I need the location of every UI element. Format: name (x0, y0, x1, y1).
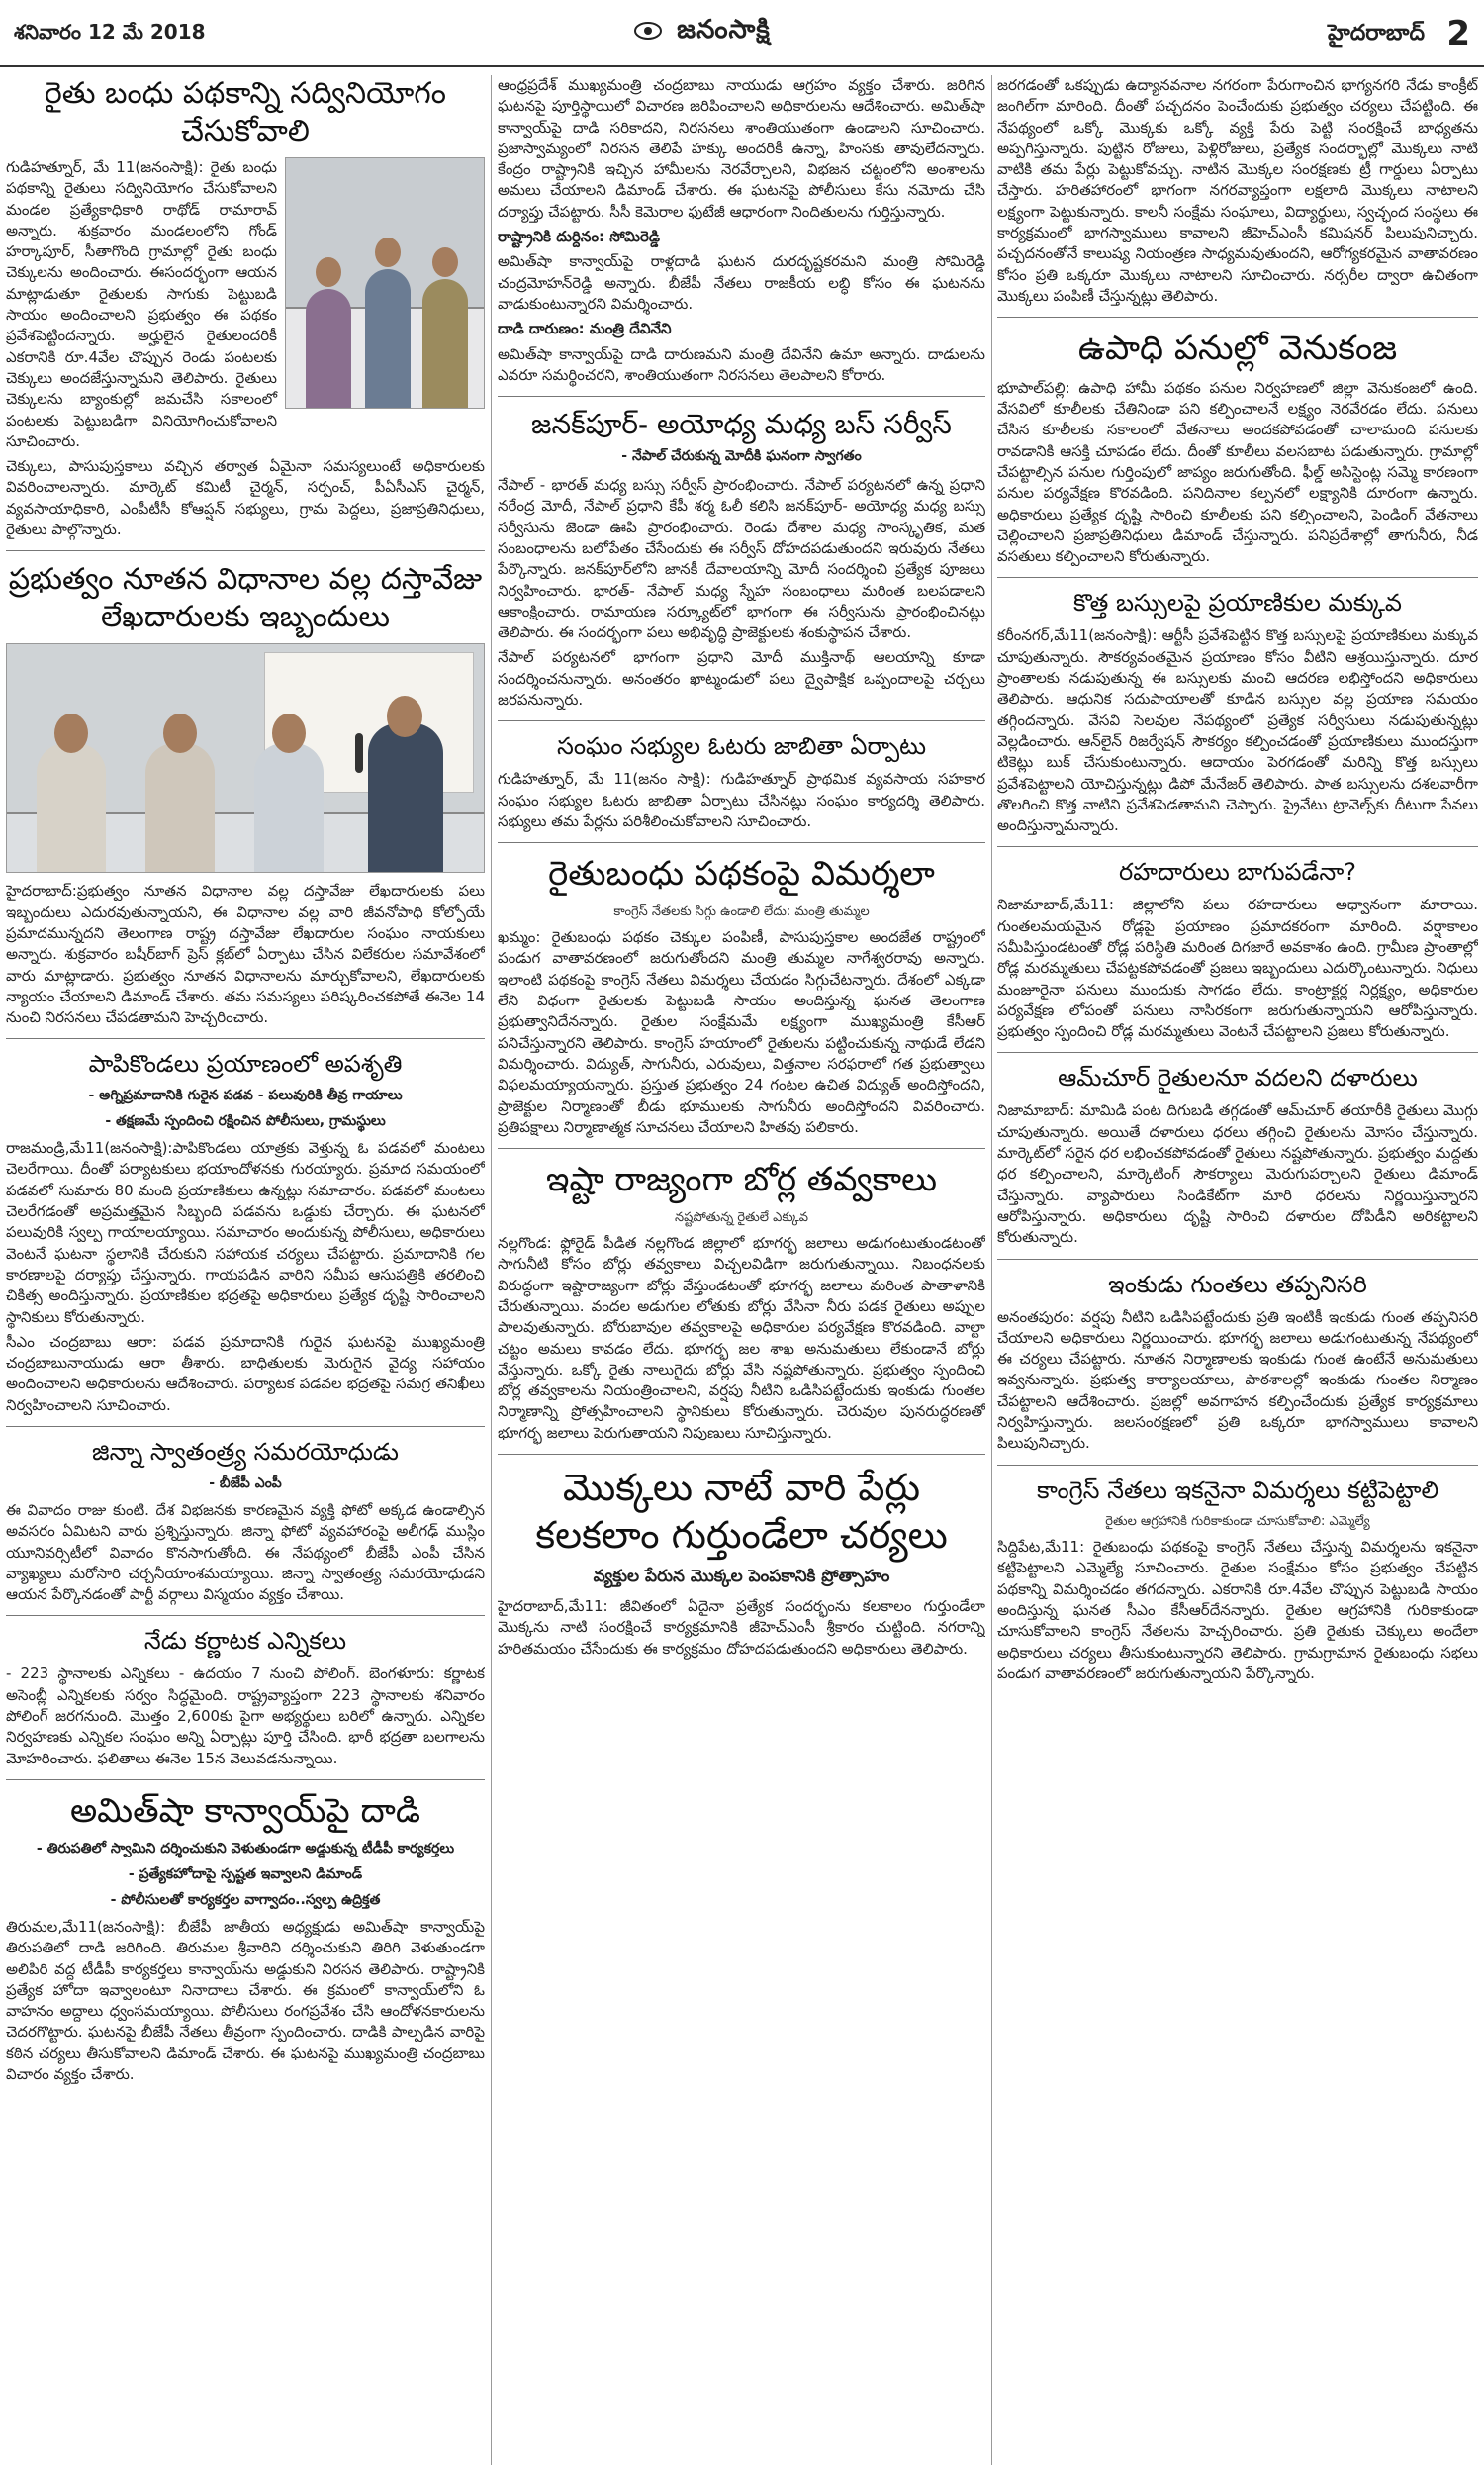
article-amit-shah-continued (498, 75, 985, 386)
body-text: నేపాల్ పర్యటనలో భాగంగా ప్రధాని మోదీ ముక్తినాథ్ ఆలయాన్ని కూడా సందర్శించనున్నారు. అనంతరం ఖాట్మండులో పలు ద్వైపాక్షిక ఒప్పందాలపై చర్చలు జరపనున్నారు. (498, 648, 985, 709)
subheadline: - అగ్నిప్రమాదానికి గురైన పడవ - పలువురికి తీవ్ర గాయాలు (88, 1088, 403, 1104)
photo-cheque-distribution (285, 157, 485, 409)
body-text: కరీంనగర్,మే11(జ‌నంసాక్షి): ఆర్టీసీ ప్రవేశపెట్టిన కొత్త బస్సులపై ప్రయాణికులు మక్కువ చూపుతున్నారు. సౌకర్యవంతమైన ప్రయాణం కోసం వీటిని ఆశ్రయిస్తున్నారు. దూర ప్రాంతాలకు నడుపుతున్న ఈ బస్సులకు మంచి ఆదరణ లభిస్తోందని అధికారులు తెలిపారు. ఆధునిక సదుపాయాలతో కూడిన బస్సుల వల్ల ప్రయాణ సమయం తగ్గిందన్నారు. వేసవి సెలవుల నేపథ్యంలో ప్రత్యేక సర్వీసులు నడుపుతున్నట్లు వెల్లడించారు. ఆన్‌లైన్ రిజర్వేషన్ సౌకర్యం కల్పించడంతో ప్రయాణికులు ముందస్తుగా టికెట్లు బుక్ చేసుకుంటున్నారు. ఆదాయం పెరగడంతో మరిన్ని కొత్త బస్సులు ప్రవేశపెట్టాలని యోచిస్తున్నట్లు డిపో మేనేజర్ తెలిపారు. పాత బస్సులను దశలవారీగా తొలగించి కొత్త వాటిని ప్రవేశపెడతామని చెప్పారు. ప్రైవేటు ట్రావెల్స్‌కు దీటుగా సేవలు అందిస్తున్నామన్నారు. (997, 626, 1478, 835)
article-amchur-farmers (997, 1063, 1478, 1248)
subheadline: - ప్రత్యేకహోదాపై స్పష్టత ఇవ్వాలని డిమాండ్ (128, 1866, 363, 1883)
article-amit-shah-convoy (6, 1790, 485, 2086)
subheadline: రైతుల ఆగ్రహానికి గురికాకుండా చూసుకోవాలి: ఎమ్మెల్యే (1105, 1513, 1370, 1529)
paper-logo (633, 12, 771, 48)
headline: ఇష్టా రాజ్యంగా బోర్ల తవ్వకాలు (546, 1160, 937, 1200)
headline: కాంగ్రెస్ నేతలు ఇకనైనా విమర్శలు కట్టిపెట్టాలి (1036, 1475, 1439, 1504)
subheadline: - తక్షణమే స్పందించి రక్షించిన పోలీసులు, గ్రామస్థులు (105, 1113, 386, 1130)
body-text: నల్లగొండ: ఫ్లోరైడ్ పీడిత నల్లగొండ జిల్లాలో భూగర్భ జలాలు అడుగంటుతుండటంతో సాగునీటి కోసం బోర్లు తవ్వకాలు విచ్చలవిడిగా జరుగుతున్నాయి. నిబంధనలకు విరుద్ధంగా ఇష్టారాజ్యంగా బోర్లు వేస్తుండటంతో భూగర్భ జలాలు మరింత పాతాళానికి చేరుతున్నాయి. వందల అడుగుల లోతుకు బోర్లు వేసినా నీరు పడక రైతులు అప్పుల పాలవుతున్నారు. బోరుబావుల తవ్వకాలపై అధికారుల పర్యవేక్షణ కొరవడింది. వాల్టా చట్టం అమలు కావడం లేదు. భూగర్భ జల శాఖ అనుమతులు లేకుండానే బోర్లు వేస్తున్నారు. ఒక్కో రైతు నాలుగైదు బోర్లు వేసి నష్టపోతున్నారు. ప్రభుత్వం స్పందించి బోర్ల తవ్వకాలను నియంత్రించాలని, వర్షపు నీటిని ఒడిసిపట్టేందుకు ఇంకుడు గుంతల నిర్మాణాన్ని ప్రోత్సహించాలని స్థానికులు కోరుతున్నారు. చెరువుల పునరుద్ధరణతో భూగర్భ జలాలు పెరుగుతాయని నిపుణులు సూచిస్తున్నారు. (498, 1234, 985, 1442)
article-rythu-bandhu-criticism (498, 853, 985, 1138)
headline: ఇంకుడు గుంతలు తప్పనిసరి (1108, 1270, 1367, 1298)
body-text: సిద్దిపేట,మే11: రైతుబంధు పథకంపై కాంగ్రెస్ నేతలు చేస్తున్న విమర్శలను ఇకనైనా కట్టిపెట్టాలని ఎమ్మెల్యే సూచించారు. రైతుల సంక్షేమం కోసం ప్రభుత్వం చేపట్టిన పథకాన్ని విమర్శించడం తగదన్నారు. ఎకరానికి రూ.4వేల చొప్పున పెట్టుబడి సాయం అందిస్తున్న ఘనత సీఎం కేసీఆర్‌దేనన్నారు. రైతుల ఆగ్రహానికి గురికాకుండా చూసుకోవాలని కాంగ్రెస్ నేతలను హెచ్చరించారు. ప్రతి రైతుకు చెక్కులు అందేలా అధికారులు చర్యలు తీసుకుంటున్నారని తెలిపారు. గ్రామగ్రామాన రైతుబంధు సభలు పండుగ వాతావరణంలో జరుగుతున్నాయని పేర్కొన్నారు. (997, 1538, 1478, 1682)
page-number: 2 (1446, 14, 1470, 53)
subheadline: నష్టపోతున్న రైతులే ఎక్కువ (675, 1209, 808, 1225)
headline: ఉపాధి పనుల్లో వెనుకంజ (1077, 329, 1398, 369)
eye-logo-icon (633, 18, 663, 44)
article-karnataka-elections (6, 1626, 485, 1768)
body-text: గుడిహత్నూర్, మే 11(జనం సాక్షి): గుడిహత్నూర్ ప్రాథమిక వ్యవసాయ సహకార సంఘం సభ్యుల ఓటరు జాబితా ఏర్పాటు చేసినట్లు సంఘం కార్యదర్శి తెలిపారు. సభ్యులు తమ పేర్లను పరిశీలించుకోవాలని సూచించారు. (498, 770, 985, 830)
headline: సంఘం సభ్యుల ఓటరు జాబితా ఏర్పాటు (556, 732, 927, 761)
body-text: గుడిహత్నూర్, మే 11(జనంసాక్షి): రైతు బంధు పథకాన్ని రైతులు సద్వినియోగం చేసుకోవాలని మండల ప్రత్యేకాధికారి రాథోడ్ రామారావ్ అన్నారు. శుక్రవారం మండలంలోని గోండ్ హర్కాపూర్, సీతాగొంది గ్రామాల్లో రైతు బంధు చెక్కులను అందించారు. ఈసందర్భంగా ఆయన మాట్లాడుతూ రైతులకు సాగుకు పెట్టుబడి సాయం అందించాలని ప్రభుత్వం ఈ పథకం ప్రవేశపెట్టిందన్నారు. అర్హులైన రైతులందరికీ ఎకరానికి రూ.4వేల చొప్పున రెండు పంటలకు చెక్కులు అందజేస్తున్నామని తెలిపారు. రైతులు చెక్కులను బ్యాంకుల్లో జమచేసి సకాలంలో పంటలకు పెట్టుబడిగా వినియోగించుకోవాలని సూచించారు. (6, 158, 277, 450)
article-borewells (498, 1159, 985, 1444)
body-text: - 223 స్థానాలకు ఎన్నికలు - ఉదయం 7 నుంచి పోలింగ్. బెంగళూరు: కర్ణాటక అసెంబ్లీ ఎన్నికలకు సర్వం సిద్ధమైంది. రాష్ట్రవ్యాప్తంగా 223 స్థానాలకు శనివారం పోలింగ్ జరగనుంది. మొత్తం 2,600కు పైగా అభ్యర్థులు బరిలో ఉన్నారు. ఎన్నికల నిర్వహణకు ఎన్నికల సంఘం అన్ని ఏర్పాట్లు పూర్తి చేసింది. భారీ భద్రతా బలగాలను మోహరించారు. ఫలితాలు ఈనెల 15న వెలువడనున్నాయి. (6, 1665, 485, 1767)
headline: రహదారులు బాగుపడేనా? (1119, 858, 1356, 887)
body-text: తిరుమల,మే11(జనంసాక్షి): బీజేపీ జాతీయ అధ్యక్షుడు అమిత్‌షా కాన్వాయ్‌పై తిరుపతిలో దాడి జరిగింది. తిరుమల శ్రీవారిని దర్శించుకుని తిరిగి వెళుతుండగా అలిపిరి వద్ద టీడీపీ కార్యకర్తలు కాన్వాయ్‌ను అడ్డుకుని నిరసన తెలిపారు. రాష్ట్రానికి ప్రత్యేక హోదా ఇవ్వాలంటూ నినాదాలు చేశారు. ఈ క్రమంలో కాన్వాయ్‌లోని ఓ వాహనం అద్దాలు ధ్వంసమయ్యాయి. పోలీసులు రంగప్రవేశం చేసి ఆందోళనకారులను చెదరగొట్టారు. ఘటనపై బీజేపీ నేతలు తీవ్రంగా స్పందించారు. దాడికి పాల్పడిన వారిపై కఠిన చర్యలు తీసుకోవాలని డిమాండ్ చేశారు. ఈ ఘటనపై ముఖ్యమంత్రి చంద్రబాబు విచారం వ్యక్తం చేశారు. (6, 1918, 485, 2084)
headline: ప్రభుత్వం నూతన విధానాల వల్ల దస్తావేజు లేఖదారులకు ఇబ్బందులు (8, 562, 483, 634)
headline: పాపికొండలు ప్రయాణంలో అపశృతి (88, 1050, 403, 1079)
body-text: నేపాల్ - భారత్ మధ్య బస్సు సర్వీస్ ప్రారంభించారు. నేపాల్ పర్యటనలో ఉన్న ప్రధాని నరేంద్ర మోదీ, నేపాల్ ప్రధాని కేపీ శర్మ ఓలీ కలిసి జనక్‌పూర్- అయోధ్య మధ్య బస్సు సర్వీసును జెండా ఊపి ప్రారంభించారు. రెండు దేశాల మధ్య సాంస్కృతిక, మత సంబంధాలను బలోపేతం చేసేందుకు ఈ సర్వీస్ దోహదపడుతుందని ఇరువురు నేతలు పేర్కొన్నారు. జనక్‌పూర్‌లోని జానకీ దేవాలయాన్ని మోదీ సందర్శించి ప్రత్యేక పూజలు నిర్వహించారు. భారత్- నేపాల్ మధ్య స్నేహ సంబంధాలు మరింత బలపడాలని ఆకాంక్షించారు. రామాయణ సర్క్యూట్‌లో భాగంగా ఈ సర్వీసును ప్రారంభించినట్లు తెలిపారు. ఈ సందర్భంగా పలు అభివృద్ధి ప్రాజెక్టులకు శంకుస్థాపన చేశారు. (498, 476, 985, 642)
headline: ఆమ్‌చూర్ రైతులనూ వదలని దళారులు (1058, 1064, 1418, 1093)
article-plants-continued (997, 75, 1478, 307)
body-text: రాజమండ్రి,మే11(జనంసాక్షి):పాపికొండలు యాత్రకు వెళ్తున్న ఓ పడవలో మంటలు చెలరేగాయి. దీంతో పర్యాటకులు భయాందోళనకు గురయ్యారు. ప్రమాద సమయంలో పడవలో సుమారు 80 మంది ప్రయాణికులు ఉన్నట్లు సమాచారం. పడవలో మంటలు చెలరేగడంతో అప్రమత్తమైన సిబ్బంది పడవను ఒడ్డుకు చేర్చారు. ఈ ఘటనలో పలువురికి స్వల్ప గాయాలయ్యాయి. సమాచారం అందుకున్న పోలీసులు, అధికారులు వెంటనే ఘటనా స్థలానికి చేరుకుని సహాయక చర్యలు చేపట్టారు. ప్రమాదానికి గల కారణాలపై దర్యాప్తు చేస్తున్నారు. గాయపడిన వారిని సమీప ఆసుపత్రికి తరలించి చికిత్స అందిస్తున్నారు. ప్రయాణికుల భద్రతపై అధికారులు ప్రత్యేక దృష్టి సారించాలని స్థానికులు కోరుతున్నారు. (6, 1139, 485, 1326)
article-plant-names (498, 1465, 985, 1660)
subheadline: - పోలీసులతో కార్యకర్తల వాగ్వాదం..స్వల్ప ఉద్రిక్తత (110, 1892, 381, 1909)
article-rythu-bandhu (6, 75, 485, 540)
body-text: ఖమ్మం: రైతుబంధు పథకం చెక్కుల పంపిణీ, పాసుపుస్తకాల అందజేత రాష్ట్రంలో పండుగ వాతావరణంలో జరుగుతోందని మంత్రి తుమ్మల నాగేశ్వరరావు అన్నారు. ఇలాంటి పథకంపై కాంగ్రెస్ నేతలు విమర్శలు చేయడం సిగ్గుచేటన్నారు. దేశంలో ఎక్కడా లేని విధంగా రైతులకు పెట్టుబడి సాయం అందిస్తున్న ఘనత తెలంగాణ ప్రభుత్వానిదేనన్నారు. రైతుల సంక్షేమమే లక్ష్యంగా ముఖ్యమంత్రి కేసీఆర్ పనిచేస్తున్నారని తెలిపారు. కాంగ్రెస్ హయాంలో రైతులను పట్టించుకున్న నాథుడే లేడని విమర్శించారు. విద్యుత్, సాగునీరు, ఎరువులు, విత్తనాల సరఫరాలో గత ప్రభుత్వాలు విఫలమయ్యాయన్నారు. ప్రస్తుత ప్రభుత్వం 24 గంటల ఉచిత విద్యుత్ అందిస్తోందని, ప్రాజెక్టుల నిర్మాణంతో బీడు భూములకు సాగునీరు అందిస్తోందని వివరించారు. ప్రతిపక్షాలు నిర్మాణాత్మక సూచనలు చేయాలని హితవు పలికారు. (498, 928, 985, 1136)
body-text: అనంతపురం: వర్షపు నీటిని ఒడిసిపట్టేందుకు ప్రతి ఇంటికీ ఇంకుడు గుంత తప్పనిసరి చేయాలని అధికారులు నిర్ణయించారు. భూగర్భ జలాలు అడుగంటుతున్న నేపథ్యంలో ఈ చర్యలు చేపట్టారు. నూతన నిర్మాణాలకు ఇంకుడు గుంత ఉంటేనే అనుమతులు ఇవ్వనున్నారు. ప్రభుత్వ కార్యాలయాలు, పాఠశాలల్లో ఇంకుడు గుంతల నిర్మాణం చేపట్టాలని ఆదేశించారు. ప్రజల్లో అవగాహన కల్పించేందుకు ప్రత్యేక కార్యక్రమాలు నిర్వహిస్తున్నారు. జలసంరక్షణలో ప్రతి ఒక్కరూ భాగస్వాములు కావాలని పిలుపునిచ్చారు. (997, 1307, 1478, 1453)
body-text: అమిత్‌షా కాన్వాయ్‌పై దాడి దారుణమని మంత్రి దేవినేని ఉమా అన్నారు. దాడులను ఎవరూ సమర్థించరని, శాంతియుతంగా నిరసనలు తెలపాలని కోరారు. (498, 344, 985, 384)
headline: అమిత్‌షా కాన్వాయ్‌పై దాడి (69, 1790, 421, 1831)
paper-name: జనంసాక్షి (677, 15, 771, 45)
article-boat-accident (6, 1049, 485, 1416)
issue-date: శనివారం 12 మే 2018 (14, 20, 206, 44)
body-text: ఆంధ్రప్రదేశ్ ముఖ్యమంత్రి చంద్రబాబు నాయుడు ఆగ్రహం వ్యక్తం చేశారు. జరిగిన ఘటనపై పూర్తిస్థాయిలో విచారణ జరిపించాలని అధికారులను ఆదేశించారు. అమిత్‌షా కాన్వాయ్‌పై దాడి సరికాదని, నిరసనలు శాంతియుతంగా ఉండాలని సూచించారు. ప్రజాస్వామ్యంలో నిరసన తెలిపే హక్కు అందరికీ ఉన్నా, హింసకు తావులేదన్నారు. కేంద్రం రాష్ట్రానికి ఇచ్చిన హామీలను నెరవేర్చాలని, విభజన చట్టంలోని అంశాలను అమలు చేయాలని డిమాండ్ చేశారు. ఈ ఘటనపై పోలీసులు కేసు నమోదు చేసి దర్యాప్తు చేపట్టారు. సీసీ కెమెరాల ఫుటేజీ ఆధారంగా నిందితులను గుర్తిస్తున్నారు. (498, 76, 985, 221)
body-text: హైదరాబాద్:ప్రభుత్వం నూతన విధానాల వల్ల దస్తావేజు లేఖదారులకు పలు ఇబ్బందులు ఎదురవుతున్నాయని, ఈ విధానాల వల్ల వారి జీవనోపాధి కోల్పోయే ప్రమాదమున్నదని తెలంగాణ రాష్ట్ర దస్తావేజు లేఖదారుల సంఘం నాయకులు అన్నారు. శుక్రవారం బషీర్‌బాగ్ ప్రెస్ క్లబ్‌లో ఏర్పాటు చేసిన విలేకరుల సమావేశంలో వారు మాట్లాడారు. ప్రభుత్వం నూతన విధానాలను మార్చుకోవాలని, లేఖదారులకు న్యాయం చేయాలని డిమాండ్ చేశారు. తమ సమస్యలు పరిష్కరించకపోతే ఈనెల 14 నుంచి నిరసనలు చేపడతామని హెచ్చరించారు. (6, 882, 485, 1027)
headline: నేడు కర్ణాటక ఎన్నికలు (143, 1627, 347, 1656)
headline: రైతుబంధు పథకంపై విమర్శలా (548, 854, 935, 895)
subheadline: కాంగ్రెస్ నేతలకు సిగ్గు ఉండాలి లేదు: మంత్రి తుమ్మల (613, 904, 870, 919)
body-text: చెక్కులు, పాసుపుస్తకాలు వచ్చిన తర్వాత ఏమైనా సమస్యలుంటే అధికారులకు వివరించాలన్నారు. మార్కెట్ కమిటీ చైర్మన్, సర్పంచ్, పీఏసీఎస్ చైర్మన్, వ్యవసాయాధికారి, ఎంపీటీసీ కోఆప్షన్ సభ్యులు, గ్రామ పెద్దలు, ప్రజాప్రతినిధులు, రైతులు పాల్గొన్నారు. (6, 457, 485, 539)
article-voter-list (498, 731, 985, 832)
body-text: ఈ వివాదం రాజు కుంటి. దేశ విభజనకు కారణమైన వ్యక్తి ఫోటో అక్కడ ఉండాల్సిన అవసరం ఏమిటని వారు ప్రశ్నిస్తున్నారు. జిన్నా ఫోటో వ్యవహారంపై అలీగఢ్ ముస్లిం యూనివర్సిటీలో వివాదం కొనసాగుతోంది. ఈ నేపథ్యంలో బీజేపీ ఎంపీ చేసిన వ్యాఖ్యలు మరోసారి చర్చనీయాంశమయ్యాయి. జిన్నా స్వాతంత్ర్య సమరయోధుడని ఆయన పేర్కొనడంతో పార్టీ వర్గాలు విస్మయం వ్యక్తం చేశాయి. (6, 1500, 485, 1604)
body-text: భూపాల్‌పల్లి: ఉపాధి హామీ పథకం పనుల నిర్వహణలో జిల్లా వెనుకంజలో ఉంది. వేసవిలో కూలీలకు చేతినిండా పని కల్పించాలనే లక్ష్యం నెరవేరడం లేదు. పనులు చేసిన కూలీలకు సకాలంలో వేతనాలు అందకపోవడంతో చాలామంది పనులకు రావడానికి ఆసక్తి చూపడం లేదు. దీంతో కూలీలు వలసబాట పడుతున్నారు. గ్రామాల్లో చేపట్టాల్సిన పనుల గుర్తింపులో జాప్యం జరుగుతోంది. ఫీల్డ్ అసిస్టెంట్ల సమ్మె కారణంగా పనుల పర్యవేక్షణ కొరవడింది. పనిదినాల కల్పనలో లక్ష్యానికి దూరంగా ఉన్నారు. అధికారులు ప్రత్యేక దృష్టి సారించి కూలీలకు పని కల్పించాలని, పెండింగ్ వేతనాలు చెల్లించాలని ప్రజాప్రతినిధులు డిమాండ్ చేస్తున్నారు. పనిప్రదేశాల్లో తాగునీరు, నీడ వసతులు కల్పించాలని కోరుతున్నారు. (997, 378, 1478, 566)
column-1 (6, 75, 485, 2465)
headline: రైతు బంధు పథకాన్ని సద్వినియోగం చేసుకోవాలి (44, 76, 446, 148)
column-3 (997, 75, 1478, 2465)
body-text: నిజామాబాద్: మామిడి పంట దిగుబడి తగ్గడంతో ఆమ్‌చూర్ తయారీకి రైతులు మొగ్గు చూపుతున్నారు. అయితే దళారులు ధరలు తగ్గించి రైతులను మోసం చేస్తున్నారు. మార్కెట్‌లో సరైన ధర లభించకపోవడంతో రైతులు నష్టపోతున్నారు. ప్రభుత్వం మద్దతు ధర కల్పించాలని, మార్కెటింగ్ సౌకర్యాలు మెరుగుపర్చాలని రైతులు డిమాండ్ చేస్తున్నారు. వ్యాపారులు సిండికేట్‌గా మారి ధరలను నిర్ణయిస్తున్నారని ఆరోపిస్తున్నారు. అధికారులు దృష్టి సారించి దళారుల దోపిడీని అరికట్టాలని కోరుతున్నారు. (997, 1101, 1478, 1247)
subheadline: వ్యక్తుల పేరున మొక్కల పెంపకానికి ప్రోత్సాహం (593, 1567, 890, 1587)
article-soak-pits (997, 1270, 1478, 1455)
headline: జిన్నా స్వాతంత్ర్య సమరయోధుడు (92, 1438, 399, 1467)
body-text: నిజామాబాద్,మే11: జిల్లాలోని పలు రహదారులు అధ్వానంగా మారాయి. గుంతలమయమైన రోడ్లపై ప్రయాణం ప్రమాదకరంగా మారింది. వర్షాకాలం సమీపిస్తుండటంతో రోడ్ల పరిస్థితి మరింత దిగజారే అవకాశం ఉంది. గ్రామీణ ప్రాంతాల్లో రోడ్ల మరమ్మతులు చేపట్టకపోవడంతో ప్రజలు ఇబ్బందులు ఎదుర్కొంటున్నారు. నిధులు మంజూరైనా పనులు ముందుకు సాగడం లేదు. కాంట్రాక్టర్ల నిర్లక్ష్యం, అధికారుల పర్యవేక్షణ లోపంతో పనులు నాసిరకంగా జరుగుతున్నాయని ఆరోపిస్తున్నారు. ప్రభుత్వం స్పందించి రోడ్ల మరమ్మతులు వెంటనే చేపట్టాలని ప్రజలు కోరుతున్నారు. (997, 896, 1478, 1041)
article-new-buses (997, 588, 1478, 836)
photo-press-meet (6, 643, 485, 873)
article-janakpur-bus (498, 407, 985, 711)
article-employment-works (997, 328, 1478, 567)
column-2 (498, 75, 985, 2465)
body-text: సీఎం చంద్రబాబు ఆరా: పడవ ప్రమాదానికి గురైన ఘటనపై ముఖ్యమంత్రి చంద్రబాబునాయుడు ఆరా తీశారు. బాధితులకు మెరుగైన వైద్య సహాయం అందించాలని అధికారులను ఆదేశించారు. పర్యాటక పడవల భద్రతపై సమగ్ర తనిఖీలు నిర్వహించాలని సూచించారు. (6, 1332, 485, 1414)
headline: కొత్త బస్సులపై ప్రయాణికుల మక్కువ (1073, 589, 1402, 618)
subheadline: - బీజేపీ ఎంపీ (209, 1475, 282, 1492)
edition-city: హైదరాబాద్ (1328, 21, 1425, 46)
quote-label: దాడి దారుణం: మంత్రి దేవినేని (498, 320, 672, 338)
headline: జనక్‌పూర్- అయోధ్య మధ్య బస్ సర్వీస్ (531, 408, 952, 441)
quote-label: రాష్ట్రానికి దుర్దినం: సోమిరెడ్డి (498, 228, 660, 246)
article-congress-criticism (997, 1475, 1478, 1685)
subheadline: - నేపాల్ చేరుకున్న మోదీకి ఘనంగా స్వాగతం (621, 448, 862, 465)
body-text: అమిత్‌షా కాన్వాయ్‌పై రాళ్లదాడి ఘటన దురదృష్టకరమని మంత్రి సోమిరెడ్డి చంద్రమోహన్‌రెడ్డి అన్నారు. బీజేపీ నేతలు రాజకీయ లబ్ధి కోసం ఈ ఘటనను వాడుకుంటున్నారని విమర్శించారు. (498, 252, 985, 313)
body-text: జరగడంతో ఒకప్పుడు ఉద్యానవనాల నగరంగా పేరుగాంచిన భాగ్యనగరి నేడు కాంక్రీట్ జంగిల్‌గా మారింది. దీంతో పచ్చదనం పెంచేందుకు ప్రభుత్వం చర్యలు చేపట్టింది. ఈ నేపథ్యంలో ఒక్కో మొక్కకు ఒక్కో వ్యక్తి పేరు పెట్టి సంరక్షించే బాధ్యతను అప్పగిస్తున్నారు. పుట్టిన రోజులు, పెళ్లిరోజులు, ప్రత్యేక సందర్భాల్లో మొక్కలు నాటి వాటికి తమ పేర్లు పెట్టుకోవచ్చు. నాటిన మొక్కల సంరక్షణకు ట్రీ గార్డులు ఏర్పాటు చేస్తారు. హరితహారంలో భాగంగా నగరవ్యాప్తంగా లక్షలాది మొక్కలు నాటాలని లక్ష్యంగా పెట్టుకున్నారు. కాలనీ సంక్షేమ సంఘాలు, విద్యార్థులు, స్వచ్ఛంద సంస్థలు ఈ కార్యక్రమంలో భాగస్వాములు కావాలని జీహెచ్‌ఎంసీ కమిషనర్ పిలుపునిచ్చారు. పచ్చదనంతోనే కాలుష్య నియంత్రణ సాధ్యమవుతుందని, ఆరోగ్యకరమైన వాతావరణం కోసం ప్రతి ఒక్కరూ మొక్కలు నాటాలని సూచించారు. నర్సరీల ద్వారా ఉచితంగా మొక్కలు పంపిణీ చేస్తున్నట్లు తెలిపారు. (997, 76, 1478, 305)
headline: మొక్కలు నాటే వారి పేర్లు కలకలాం గుర్తుండేలా చర్యలు (535, 1466, 948, 1557)
column-divider (491, 75, 492, 2465)
body-text: హైదరాబాద్,మే11: జీవితంలో ఏదైనా ప్రత్యేక సందర్భంను కలకాలం గుర్తుండేలా మొక్కను నాటి సంరక్షించే కార్యక్రమానికి జీహెచ్‌ఎంసీ శ్రీకారం చుట్టింది. నగరాన్ని హరితమయం చేసేందుకు ఈ కార్యక్రమం దోహదపడుతుందని అధికారులు తెలిపారు. (498, 1597, 985, 1658)
subheadline: - తిరుపతిలో స్వామిని దర్శించుకుని వెళుతుండగా అడ్డుకున్న టీడీపీ కార్యకర్తలు (36, 1841, 455, 1857)
article-document-writers (6, 561, 485, 1028)
article-roads (997, 857, 1478, 1042)
masthead (0, 0, 1484, 67)
article-jinnah (6, 1437, 485, 1605)
column-divider (991, 75, 992, 2465)
